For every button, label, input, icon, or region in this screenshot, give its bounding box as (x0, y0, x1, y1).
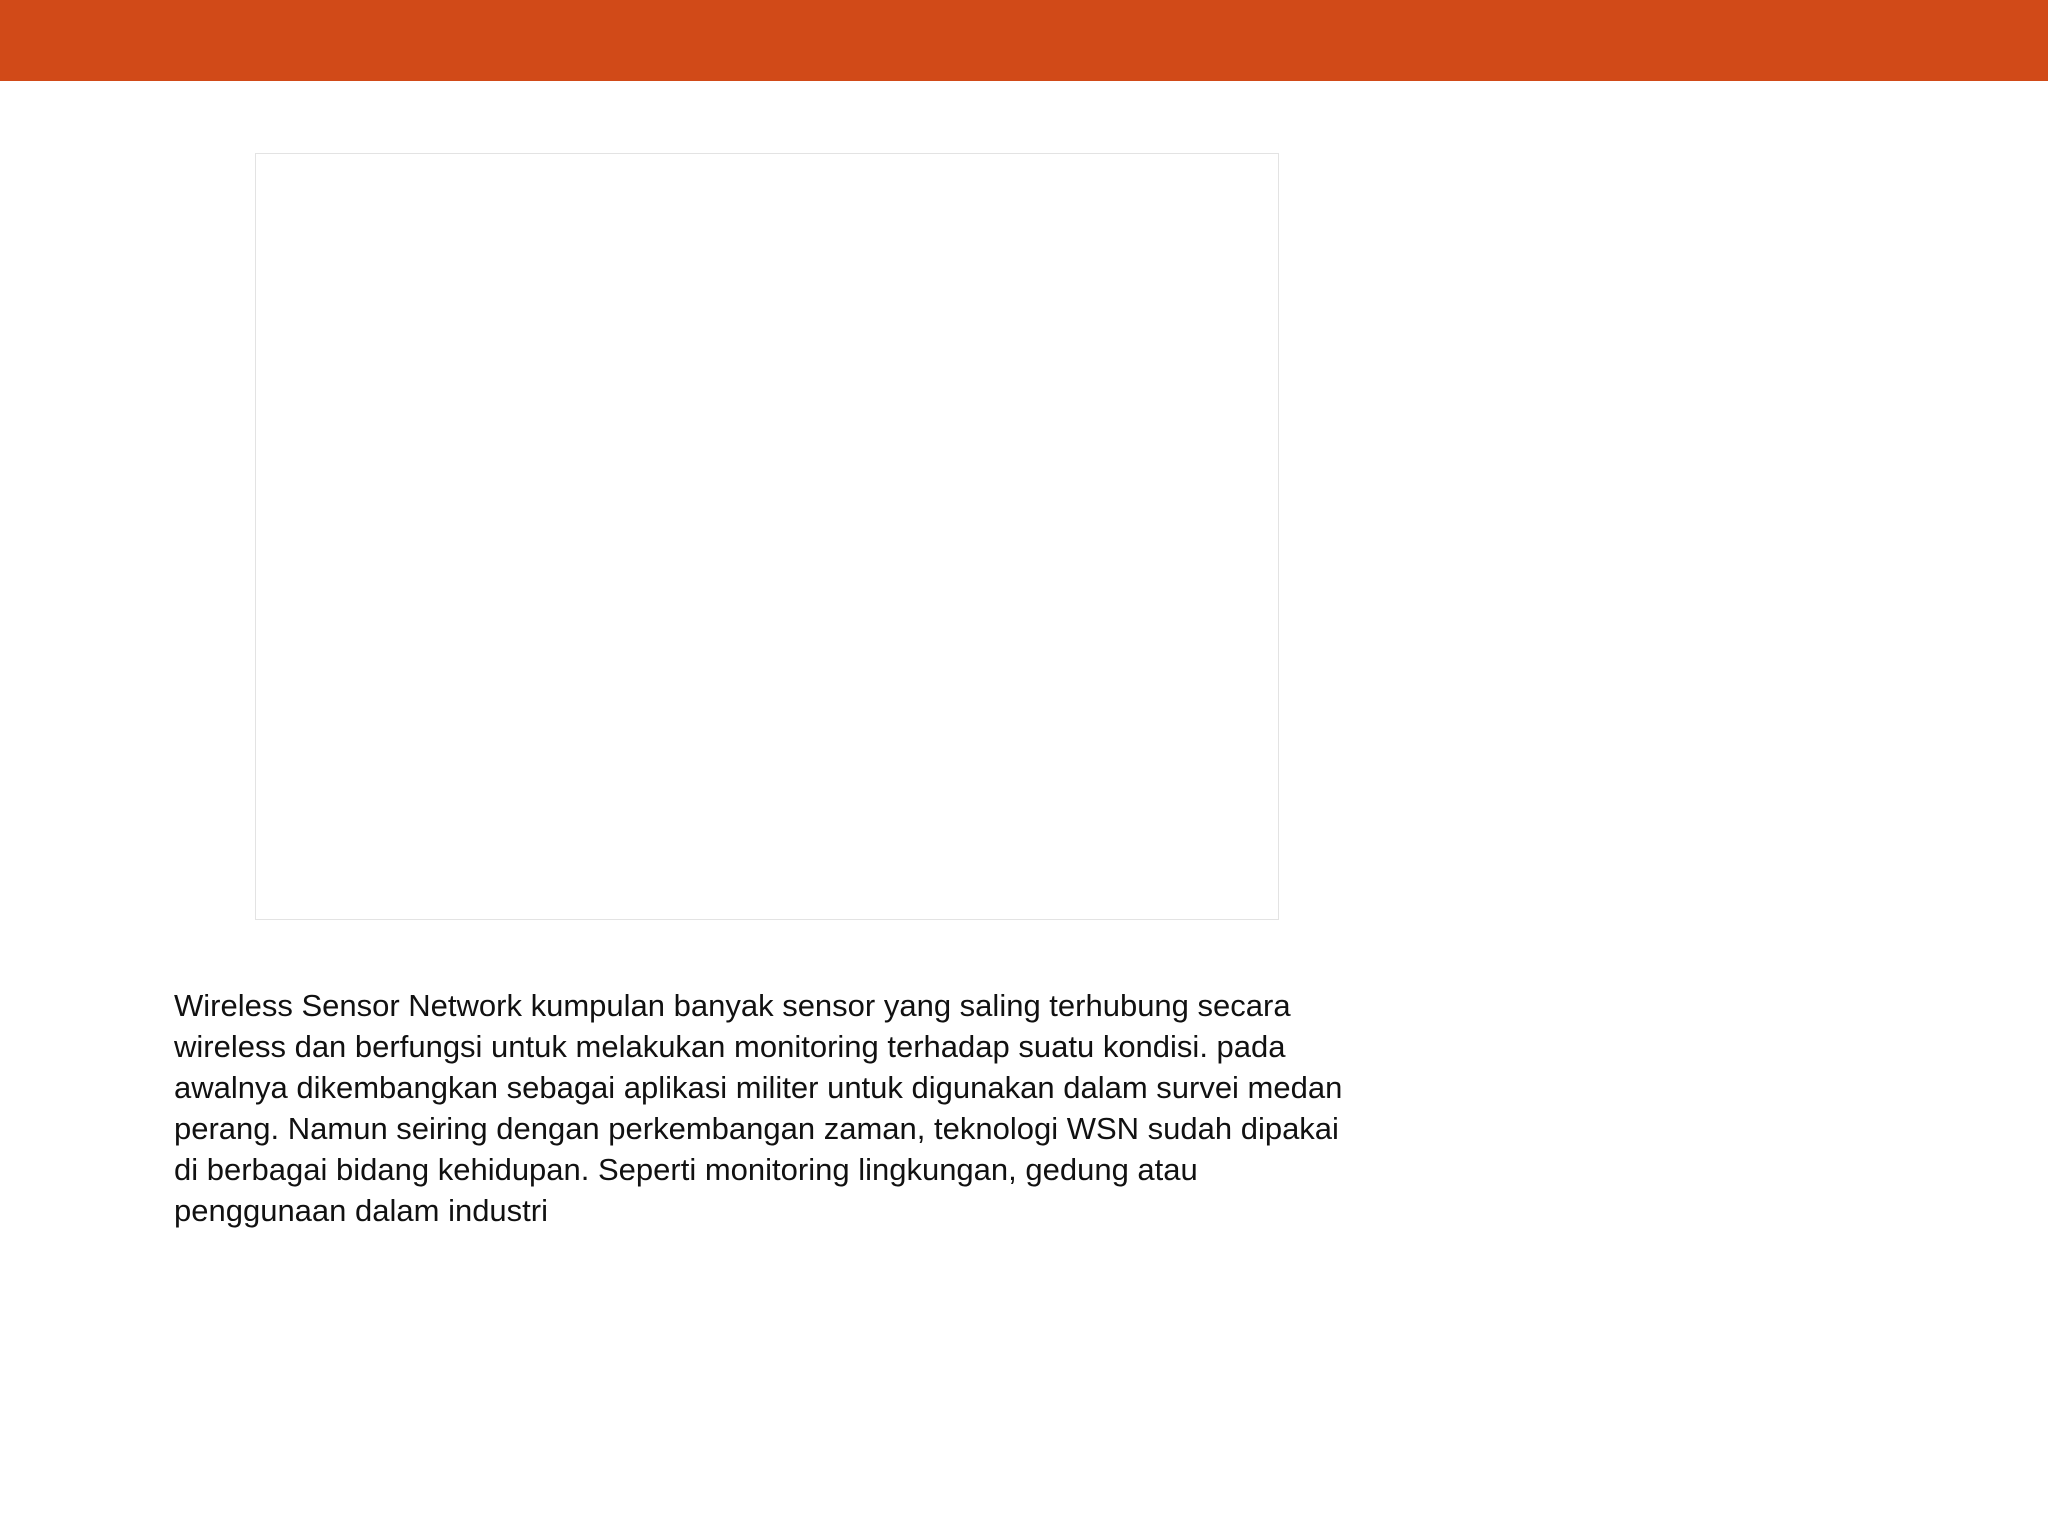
body-line: di berbagai bidang kehidupan. Seperti monitoring lingkungan, gedung atau (174, 1152, 1198, 1187)
image-placeholder (255, 153, 1279, 920)
header-accent-bar (0, 0, 2048, 81)
body-line: penggunaan dalam industri (174, 1193, 548, 1228)
body-line: wireless dan berfungsi untuk melakukan monitoring terhadap suatu kondisi. pada (174, 1029, 1286, 1064)
body-paragraph (174, 985, 1394, 1231)
body-line: perang. Namun seiring dengan perkembangan zaman, teknologi WSN sudah dipakai (174, 1111, 1339, 1146)
body-line: Wireless Sensor Network kumpulan banyak sensor yang saling terhubung secara (174, 988, 1291, 1023)
body-line: awalnya dikembangkan sebagai aplikasi militer untuk digunakan dalam survei medan (174, 1070, 1343, 1105)
